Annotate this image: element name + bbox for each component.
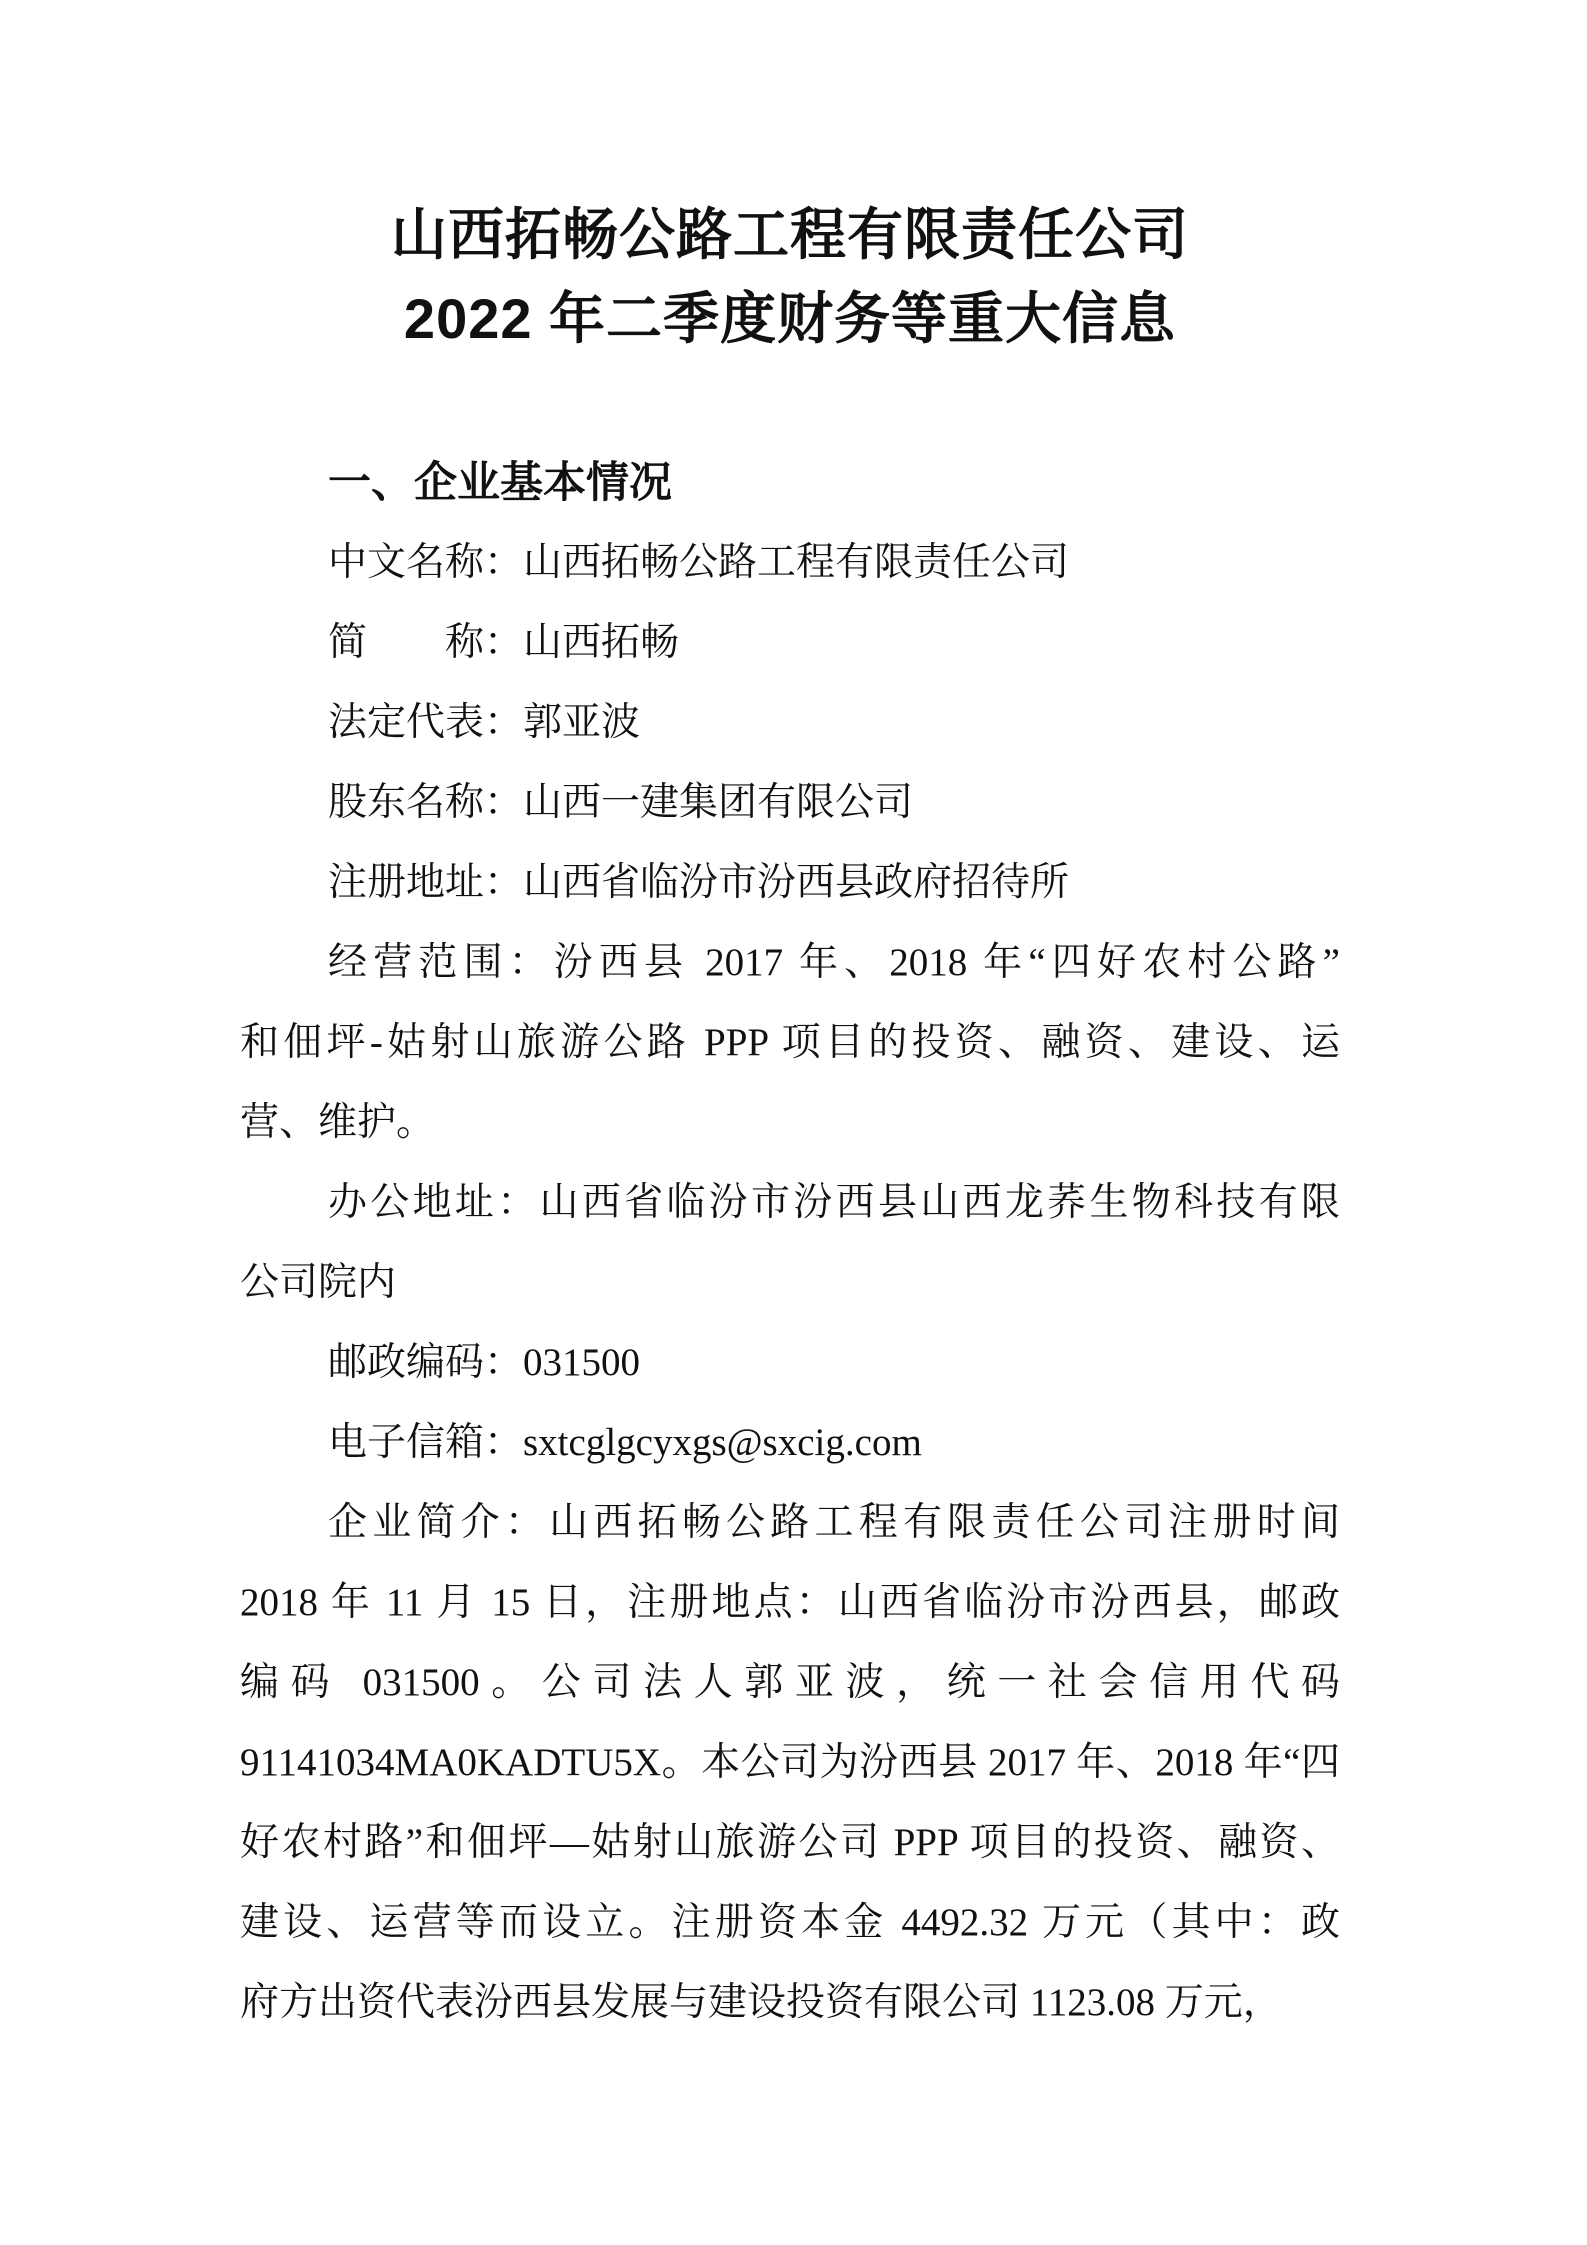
doc-line-postal-code: 邮政编码：031500 bbox=[328, 1341, 641, 1384]
doc-line-profile-7: 府方出资代表汾西县发展与建设投资有限公司 1123.08 万元， bbox=[240, 1981, 1282, 2024]
doc-title-line-2: 2022 年二季度财务等重大信息 bbox=[403, 287, 1177, 350]
doc-line-office-addr-1: 办公地址：山西省临汾市汾西县山西龙荞生物科技有限 bbox=[328, 1181, 1340, 1224]
section-heading-basic-info: 一、企业基本情况 bbox=[328, 459, 672, 507]
doc-title-line-1: 山西拓畅公路工程有限责任公司 bbox=[391, 203, 1189, 266]
document-content bbox=[240, 193, 1340, 2043]
doc-line-profile-4: 91141034MA0KADTU5X。本公司为汾西县 2017 年、2018 年“四 bbox=[240, 1741, 1340, 1784]
doc-line-profile-2: 2018 年 11 月 15 日，注册地点：山西省临汾市汾西县，邮政 bbox=[240, 1581, 1340, 1624]
doc-line-profile-3: 编码 031500。公司法人郭亚波，统一社会信用代码 bbox=[240, 1661, 1340, 1704]
doc-line-short-name: 简 称：山西拓畅 bbox=[328, 621, 680, 664]
doc-line-email: 电子信箱：sxtcglgcyxgs@sxcig.com bbox=[328, 1421, 922, 1464]
doc-line-legal-rep: 法定代表：郭亚波 bbox=[328, 701, 641, 744]
doc-line-profile-6: 建设、运营等而设立。注册资本金 4492.32 万元（其中：政 bbox=[240, 1901, 1340, 1944]
doc-line-chinese-name: 中文名称：山西拓畅公路工程有限责任公司 bbox=[328, 541, 1070, 584]
doc-line-business-scope-3: 营、维护。 bbox=[240, 1101, 436, 1144]
doc-line-business-scope-1: 经营范围：汾西县 2017 年、2018 年“四好农村公路” bbox=[328, 941, 1340, 984]
doc-line-profile-5: 好农村路”和佃坪—姑射山旅游公司 PPP 项目的投资、融资、 bbox=[240, 1821, 1340, 1864]
doc-line-registered-addr: 注册地址：山西省临汾市汾西县政府招待所 bbox=[328, 861, 1070, 904]
doc-line-shareholder: 股东名称：山西一建集团有限公司 bbox=[328, 781, 914, 824]
doc-line-business-scope-2: 和佃坪-姑射山旅游公路 PPP 项目的投资、融资、建设、运 bbox=[240, 1021, 1340, 1064]
doc-line-office-addr-2: 公司院内 bbox=[240, 1261, 397, 1304]
doc-line-profile-1: 企业简介：山西拓畅公路工程有限责任公司注册时间 bbox=[328, 1501, 1340, 1544]
